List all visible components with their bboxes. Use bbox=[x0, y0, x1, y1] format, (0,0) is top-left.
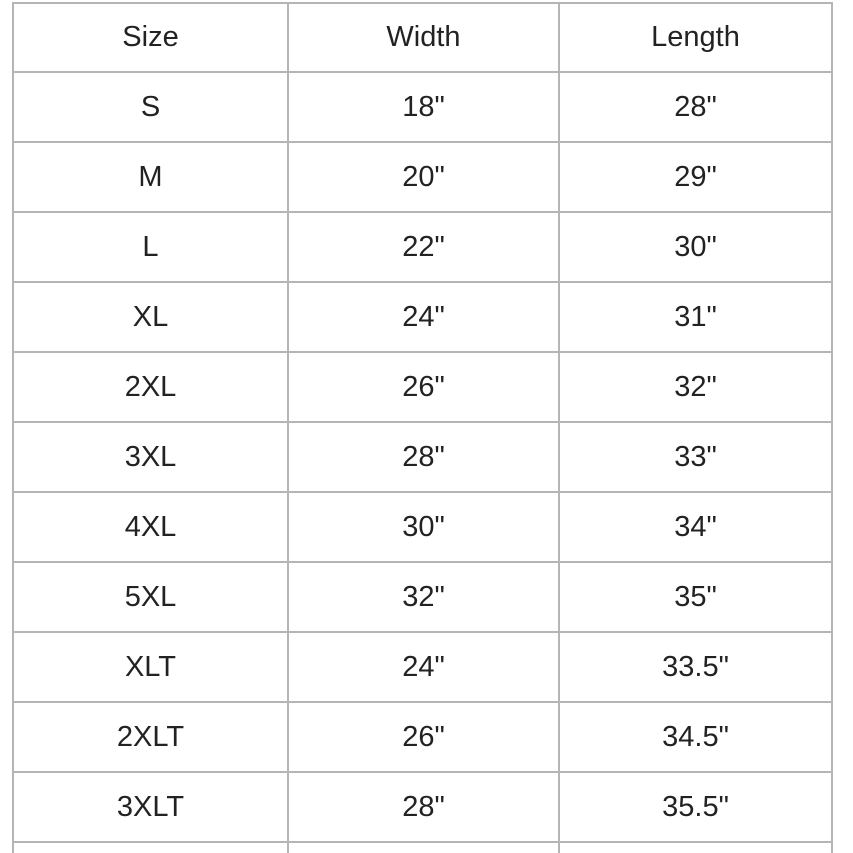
size-cell: 3XLT bbox=[13, 772, 288, 842]
width-cell: 26" bbox=[288, 702, 559, 772]
table-row bbox=[13, 632, 832, 702]
table-row bbox=[13, 282, 832, 352]
column-header-size: Size bbox=[13, 3, 288, 72]
table-row bbox=[13, 772, 832, 842]
width-cell: 32" bbox=[288, 562, 559, 632]
size-cell: L bbox=[13, 212, 288, 282]
width-cell: 20" bbox=[288, 142, 559, 212]
size-cell: 2XLT bbox=[13, 702, 288, 772]
width-cell bbox=[288, 842, 559, 853]
size-cell bbox=[13, 842, 288, 853]
size-cell: S bbox=[13, 72, 288, 142]
length-cell: 28" bbox=[559, 72, 832, 142]
width-cell: 28" bbox=[288, 772, 559, 842]
width-cell: 22" bbox=[288, 212, 559, 282]
length-cell: 33.5" bbox=[559, 632, 832, 702]
length-cell: 35" bbox=[559, 562, 832, 632]
length-cell: 32" bbox=[559, 352, 832, 422]
table-row bbox=[13, 702, 832, 772]
table-row bbox=[13, 422, 832, 492]
width-cell: 24" bbox=[288, 632, 559, 702]
size-cell: 2XL bbox=[13, 352, 288, 422]
length-cell: 34.5" bbox=[559, 702, 832, 772]
length-cell: 30" bbox=[559, 212, 832, 282]
length-cell: 29" bbox=[559, 142, 832, 212]
length-cell: 33" bbox=[559, 422, 832, 492]
width-cell: 30" bbox=[288, 492, 559, 562]
table-row bbox=[13, 492, 832, 562]
size-cell: XLT bbox=[13, 632, 288, 702]
column-header-width: Width bbox=[288, 3, 559, 72]
size-cell: 4XL bbox=[13, 492, 288, 562]
table-row bbox=[13, 352, 832, 422]
table-row bbox=[13, 212, 832, 282]
width-cell: 28" bbox=[288, 422, 559, 492]
width-cell: 18" bbox=[288, 72, 559, 142]
size-chart-table bbox=[12, 2, 833, 853]
length-cell: 34" bbox=[559, 492, 832, 562]
width-cell: 26" bbox=[288, 352, 559, 422]
column-header-length: Length bbox=[559, 3, 832, 72]
size-cell: M bbox=[13, 142, 288, 212]
table-row bbox=[13, 142, 832, 212]
length-cell: 35.5" bbox=[559, 772, 832, 842]
table-row bbox=[13, 72, 832, 142]
header-row bbox=[13, 3, 832, 72]
width-cell: 24" bbox=[288, 282, 559, 352]
size-cell: 3XL bbox=[13, 422, 288, 492]
table-row bbox=[13, 562, 832, 632]
length-cell: 31" bbox=[559, 282, 832, 352]
length-cell bbox=[559, 842, 832, 853]
size-cell: XL bbox=[13, 282, 288, 352]
size-cell: 5XL bbox=[13, 562, 288, 632]
table-row-partial bbox=[13, 842, 832, 853]
